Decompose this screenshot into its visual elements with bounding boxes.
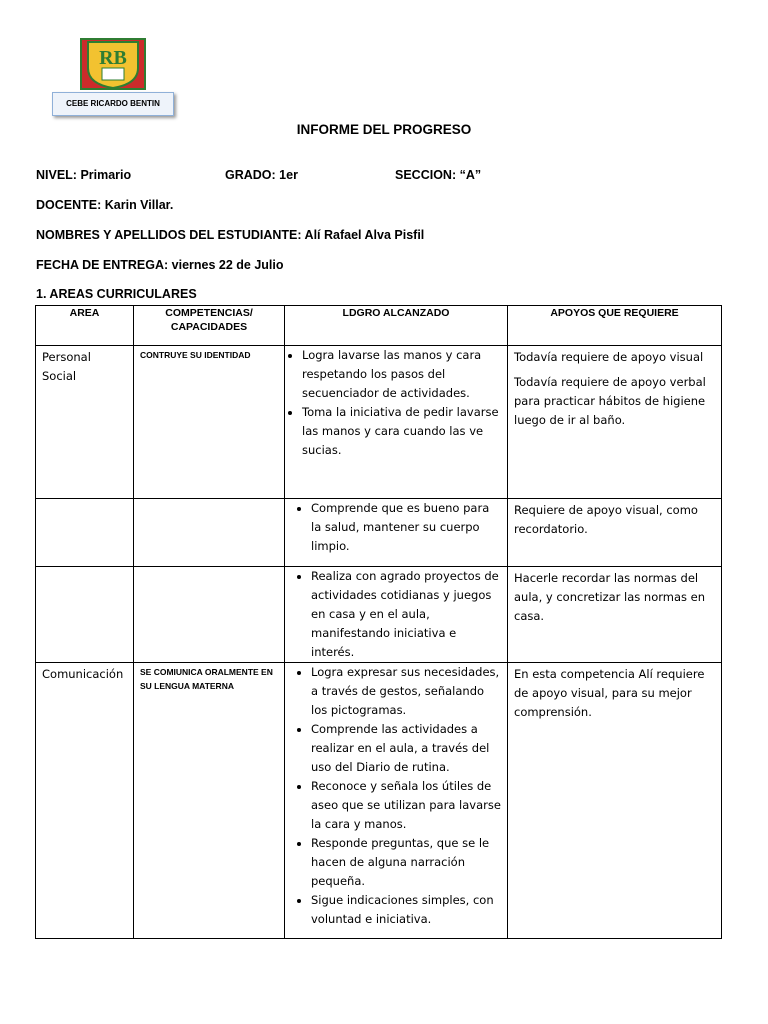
table-row [36,346,722,499]
logro-cell [285,567,508,663]
docente-field: DOCENTE: Karin Villar. [36,198,174,212]
table-row [36,567,722,663]
apoyo-cell [508,499,722,567]
competencia-text [134,567,284,571]
fecha-field: FECHA DE ENTREGA: viernes 22 de Julio [36,258,284,272]
area-cell [36,499,134,567]
logro-item: • Realiza con agrado proyectos de actividades cotidianas y juegos en casa y en el aula, manifestando iniciativa e interés. [311,567,503,662]
area-text [36,567,133,571]
logro-item: • Comprende las actividades a realizar en el aula, a través del uso del Diario de rutina. [311,720,503,777]
competencia-text [134,499,284,503]
logro-item: • Logra expresar sus necesidades, a través de gestos, señalando los pictogramas. [311,663,503,720]
logro-list [285,663,507,929]
logro-list [285,499,507,556]
competencia-cell [134,663,285,939]
apoyo-cell [508,567,722,663]
area-cell [36,663,134,939]
areas-table [35,305,722,939]
logro-cell [285,499,508,567]
svg-text:RB: RB [99,47,127,69]
page-title: INFORME DEL PROGRESO [296,122,472,137]
apoyo-text: Todavía requiere de apoyo verbal para practicar hábitos de higiene luego de ir al baño. [514,375,706,427]
table-row [36,499,722,567]
apoyo-text: Todavía requiere de apoyo visual [514,350,704,364]
area-text [36,499,133,503]
area-text: Personal Social [42,350,91,383]
competencia-cell [134,346,285,499]
estudiante-field: NOMBRES Y APELLIDOS DEL ESTUDIANTE: Alí Rafael Alva Pisfil [36,228,425,242]
logro-item: • Logra lavarse las manos y cara respetando los pasos del secuenciador de actividades. [302,346,503,403]
apoyo-cell [508,346,722,499]
area-cell [36,346,134,499]
area-text: Comunicación [42,667,124,681]
logro-item: • Toma la iniciativa de pedir lavarse las manos y cara cuando las ve sucias. [302,403,503,460]
apoyo-text: En esta competencia Alí requiere de apoyo visual, para su mejor comprensión. [514,667,705,719]
apoyo-text: Requiere de apoyo visual, como recordatorio. [514,503,698,536]
header-area: AREA [36,306,134,346]
grado-field: GRADO: 1er [225,168,298,182]
logro-item: • Responde preguntas, que se le hacen de alguna narración pequeña. [311,834,503,891]
seccion-field: SECCION: “A” [395,168,482,182]
logro-item: • Sigue indicaciones simples, con voluntad e iniciativa. [311,891,503,929]
section-title: 1. AREAS CURRICULARES [36,287,197,301]
logro-item: • Comprende que es bueno para la salud, mantener su cuerpo limpio. [311,499,503,556]
header-logro: LDGRO ALCANZADO [285,306,508,346]
header-apoyos: APOYOS QUE REQUIERE [508,306,722,346]
school-logo [80,38,146,90]
apoyo-text: Hacerle recordar las normas del aula, y concretizar las normas en casa. [514,571,706,623]
table-row [36,663,722,939]
logro-cell [285,346,508,499]
logro-cell [285,663,508,939]
area-cell [36,567,134,663]
logro-list [285,346,507,460]
school-name-box [52,92,174,116]
logro-item: • Reconoce y señala los útiles de aseo que se utilizan para lavarse la cara y manos. [311,777,503,834]
apoyo-cell [508,663,722,939]
school-name: CEBE RICARDO BENTIN [66,99,160,108]
competencia-text: SE COMIUNICA ORALMENTE EN SU LENGUA MATERNA [140,667,273,691]
nivel-field: NIVEL: Primario [36,168,132,182]
competencia-cell [134,567,285,663]
competencia-cell [134,499,285,567]
competencia-text: CONTRUYE SU IDENTIDAD [140,350,251,360]
logro-list [285,567,507,662]
header-competencias: COMPETENCIAS/ CAPACIDADES [134,306,285,346]
table-header-row [36,306,722,346]
